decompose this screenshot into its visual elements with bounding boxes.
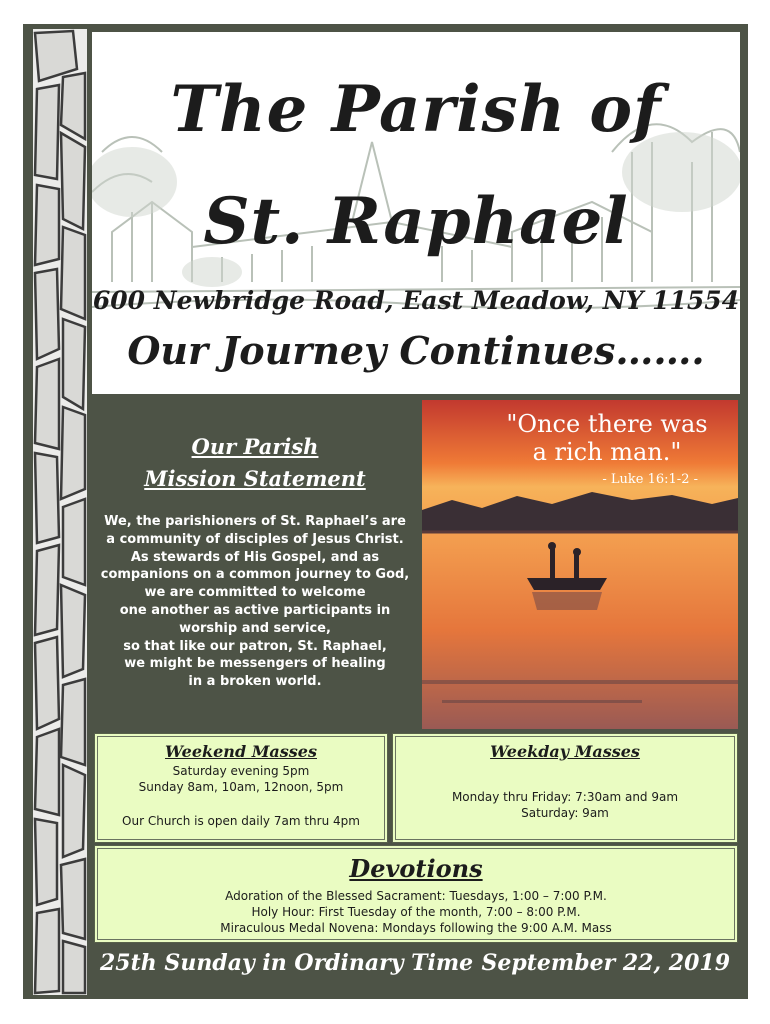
mission-line: one another as active participants in (119, 602, 391, 618)
quote-line1: "Once there was (506, 410, 708, 438)
novena-line: Miraculous Medal Novena: Mondays following the 9:00 A.M. Mass (220, 921, 612, 935)
devotions-title: Devotions (349, 854, 483, 883)
mission-line: in a broken world. (188, 674, 322, 690)
weekend-masses-box (94, 733, 388, 843)
weekday-monday-friday-line: Monday thru Friday: 7:30am and 9am (451, 790, 679, 804)
weekday-masses-title: Weekday Masses (490, 742, 640, 761)
weekday-saturday-line: Saturday: 9am (521, 806, 609, 820)
weekend-masses-title: Weekend Masses (165, 742, 317, 761)
mission-title-line1: Our Parish (191, 434, 319, 459)
mission-line: we might be messengers of healing (124, 656, 386, 672)
mission-title-line2: Mission Statement (144, 466, 366, 491)
liturgical-day: 25th Sunday in Ordinary Time (100, 950, 474, 976)
journey-tagline: Our Journey Continues……. (127, 328, 705, 373)
parish-title-line2: St. Raphael (203, 184, 629, 259)
parish-address: 600 Newbridge Road, East Meadow, NY 11554 (92, 286, 740, 315)
bulletin-date: September 22, 2019 (481, 950, 730, 976)
adoration-line: Adoration of the Blessed Sacrament: Tuesdays, 1:00 – 7:00 P.M. (225, 889, 607, 903)
mission-statement-text (92, 513, 418, 691)
mission-line: worship and service, (179, 620, 331, 636)
scripture-reference: - Luke 16:1-2 - (602, 472, 698, 487)
mission-line: companions on a common journey to God, (100, 567, 410, 583)
mission-line: a community of disciples of Jesus Christ. (106, 531, 404, 547)
mission-line: we are committed to welcome (144, 585, 366, 601)
mission-statement-panel (92, 399, 418, 727)
mission-line: We, the parishioners of St. Raphael’s are (104, 514, 406, 529)
weekday-masses-box (392, 733, 738, 843)
church-hours-line: Our Church is open daily 7am thru 4pm (122, 814, 360, 828)
mission-line: As stewards of His Gospel, and as (130, 549, 380, 565)
holy-hour-line: Holy Hour: First Tuesday of the month, 7:00 – 8:00 P.M. (251, 905, 581, 919)
devotions-box (94, 845, 738, 943)
scripture-quote (482, 410, 732, 466)
weekend-saturday-line: Saturday evening 5pm (172, 764, 310, 778)
stone-wall-border (33, 29, 87, 995)
parish-title-line1: The Parish of (170, 72, 662, 147)
mission-line: so that like our patron, St. Raphael, (123, 638, 387, 654)
sunset-boat-image (422, 400, 738, 729)
quote-line2: a rich man." (532, 438, 682, 466)
weekend-sunday-line: Sunday 8am, 10am, 12noon, 5pm (138, 780, 344, 794)
header-banner (92, 32, 740, 394)
